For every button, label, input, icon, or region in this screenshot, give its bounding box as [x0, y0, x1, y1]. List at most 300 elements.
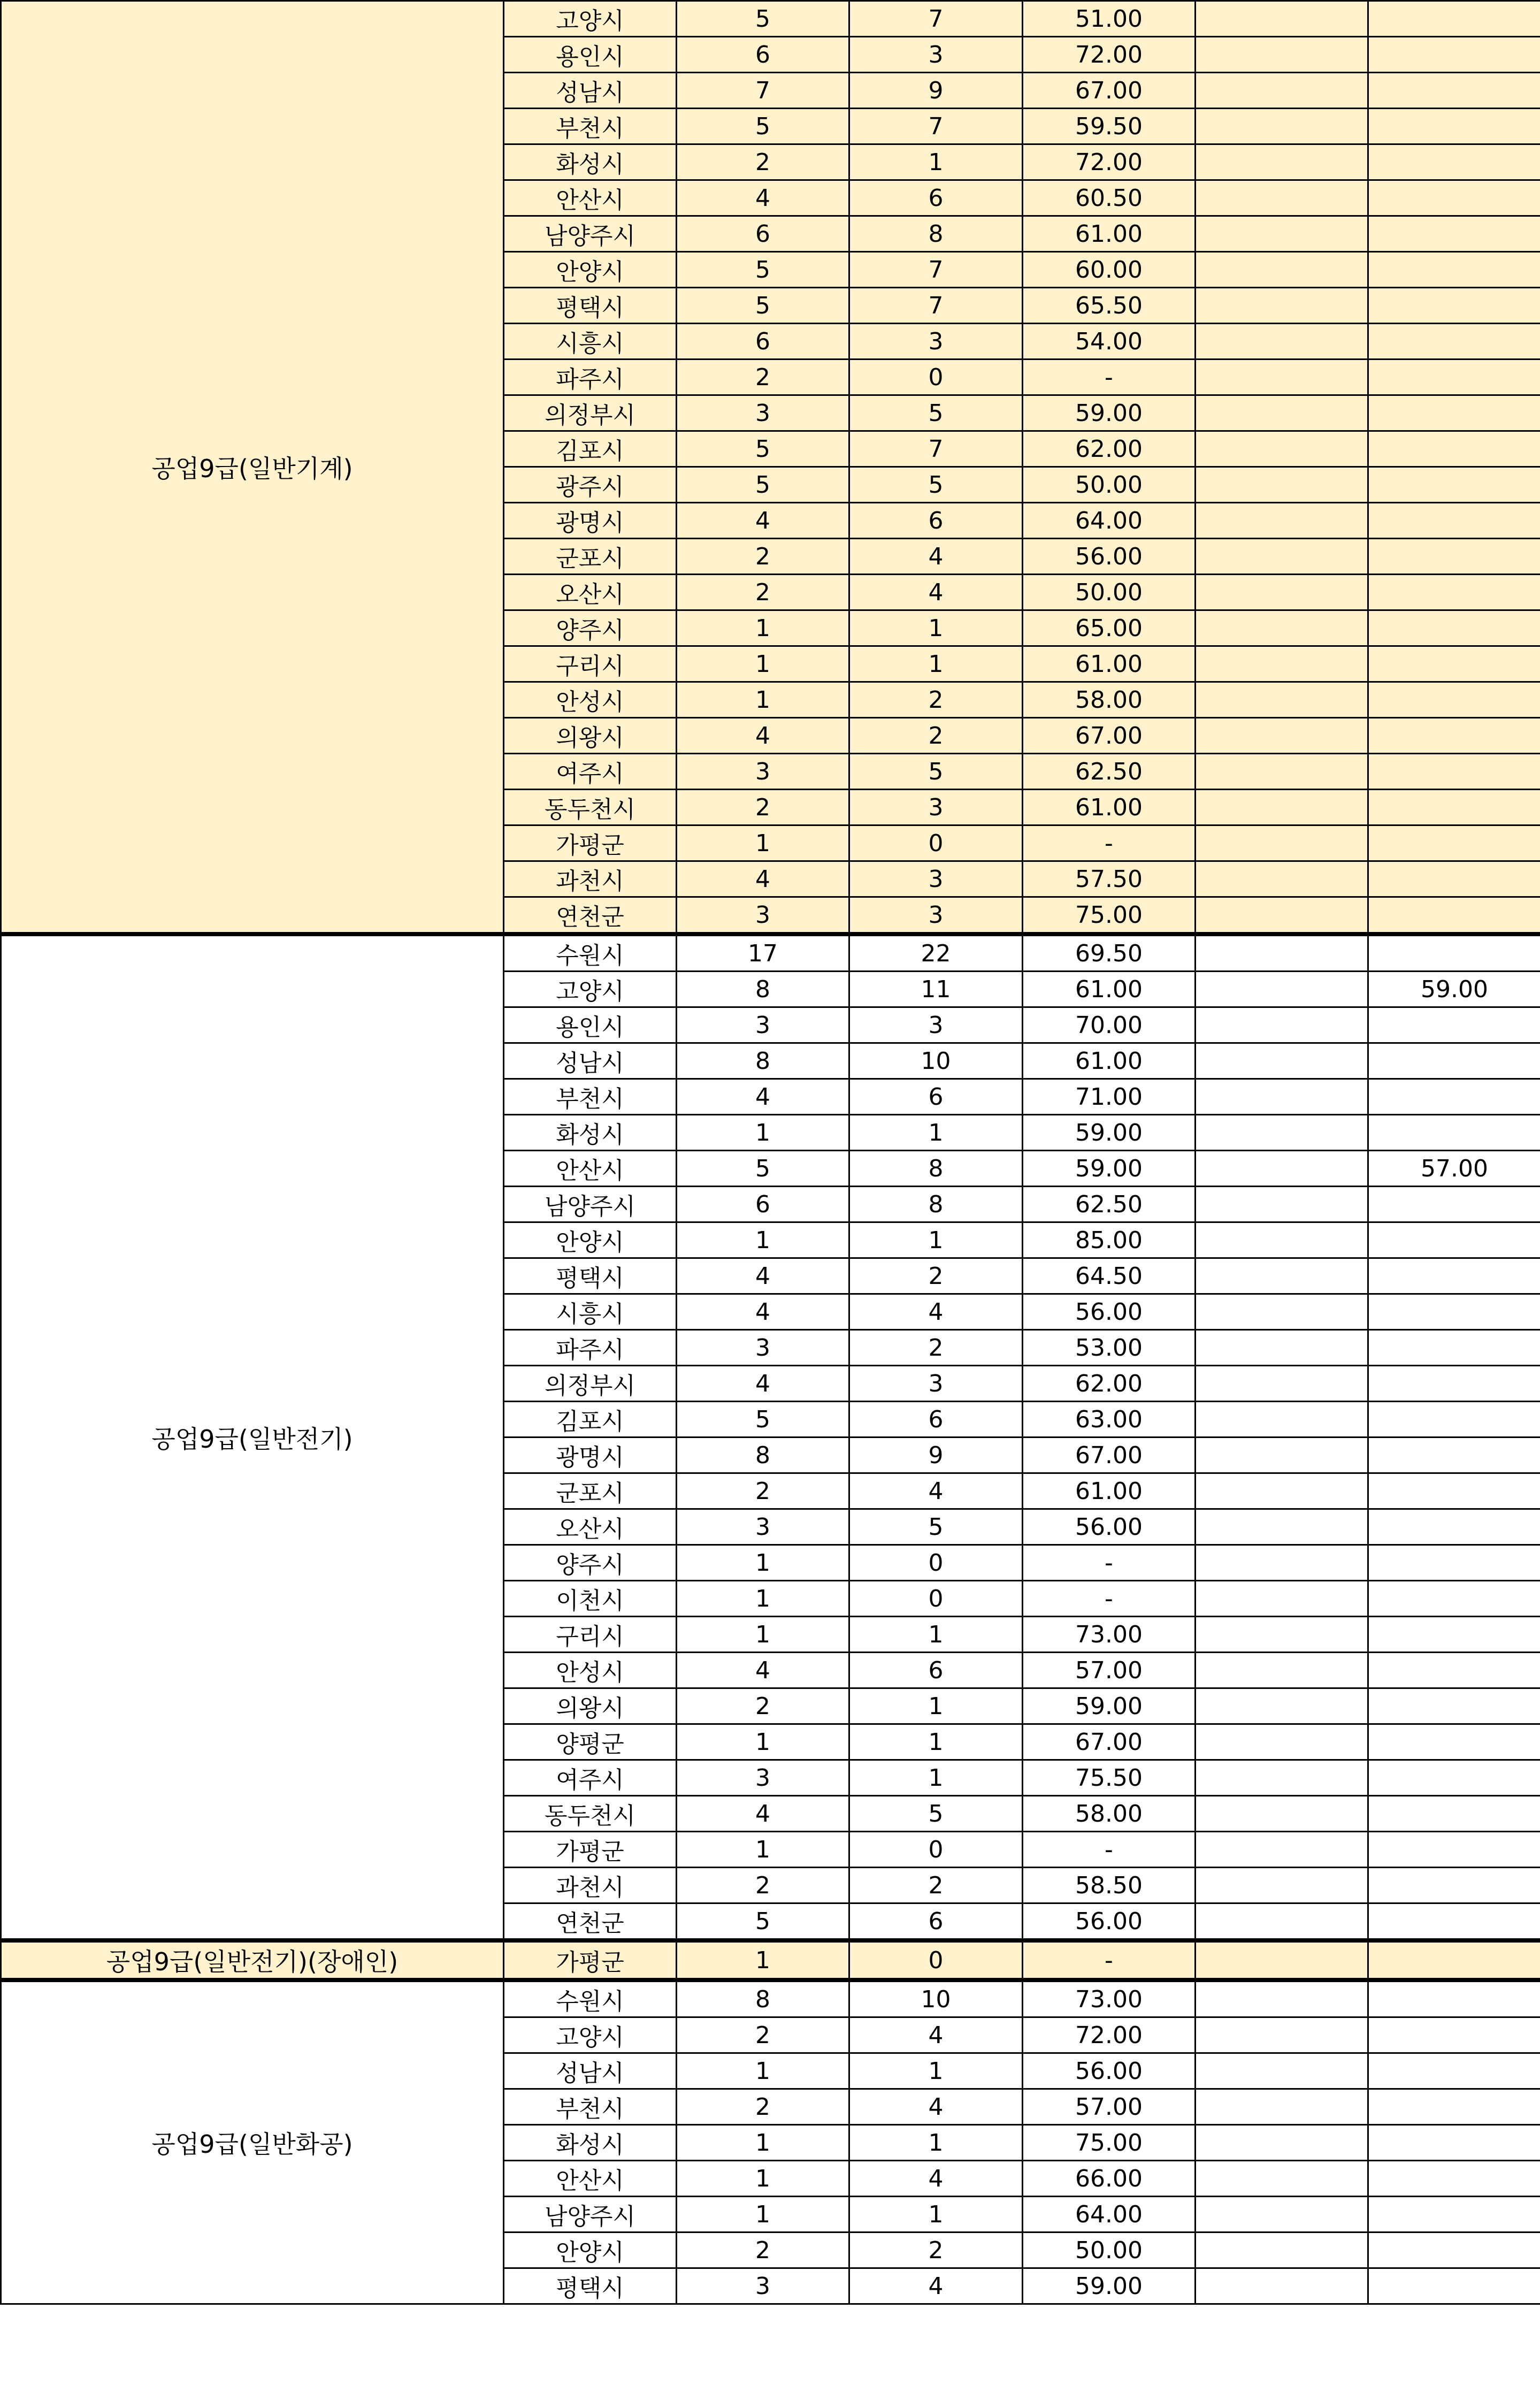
quota-cell: 6 — [677, 37, 849, 73]
extra-cell-2 — [1368, 1581, 1540, 1617]
applicants-cell: 0 — [849, 360, 1023, 395]
score-cell: 61.00 — [1023, 1043, 1196, 1079]
score-cell: 59.50 — [1023, 109, 1196, 144]
applicants-cell: 10 — [849, 1980, 1023, 2017]
region-cell: 부천시 — [504, 2089, 677, 2125]
region-cell: 여주시 — [504, 1760, 677, 1796]
region-cell: 가평군 — [504, 1832, 677, 1868]
extra-cell-1 — [1196, 144, 1368, 180]
score-cell: - — [1023, 1545, 1196, 1581]
score-cell: 73.00 — [1023, 1617, 1196, 1653]
extra-cell-2 — [1368, 109, 1540, 144]
extra-cell-1 — [1196, 73, 1368, 109]
applicants-cell: 5 — [849, 467, 1023, 503]
score-cell: 72.00 — [1023, 144, 1196, 180]
extra-cell-1 — [1196, 288, 1368, 324]
region-cell: 화성시 — [504, 144, 677, 180]
region-cell: 시흥시 — [504, 324, 677, 360]
region-cell: 평택시 — [504, 2268, 677, 2304]
quota-cell: 2 — [677, 2017, 849, 2053]
quota-cell: 5 — [677, 1151, 849, 1187]
score-cell: 56.00 — [1023, 1294, 1196, 1330]
region-cell: 용인시 — [504, 37, 677, 73]
score-cell: 61.00 — [1023, 972, 1196, 1007]
extra-cell-1 — [1196, 610, 1368, 646]
extra-cell-2 — [1368, 2125, 1540, 2161]
extra-cell-2 — [1368, 934, 1540, 972]
applicants-cell: 6 — [849, 180, 1023, 216]
quota-cell: 2 — [677, 539, 849, 575]
region-cell: 안산시 — [504, 1151, 677, 1187]
score-cell: 56.00 — [1023, 1903, 1196, 1941]
extra-cell-2 — [1368, 682, 1540, 718]
quota-cell: 3 — [677, 395, 849, 431]
extra-cell-2 — [1368, 180, 1540, 216]
extra-cell-2 — [1368, 1940, 1540, 1980]
extra-cell-1 — [1196, 1724, 1368, 1760]
applicants-cell: 5 — [849, 1509, 1023, 1545]
extra-cell-1 — [1196, 1581, 1368, 1617]
extra-cell-1 — [1196, 1796, 1368, 1832]
region-cell: 광명시 — [504, 503, 677, 539]
extra-cell-2 — [1368, 825, 1540, 861]
extra-cell-1 — [1196, 682, 1368, 718]
extra-cell-1 — [1196, 324, 1368, 360]
extra-cell-2 — [1368, 1, 1540, 37]
region-cell: 파주시 — [504, 360, 677, 395]
extra-cell-1 — [1196, 2089, 1368, 2125]
extra-cell-1 — [1196, 2161, 1368, 2197]
applicants-cell: 8 — [849, 1151, 1023, 1187]
quota-cell: 5 — [677, 252, 849, 288]
region-cell: 안성시 — [504, 1653, 677, 1688]
extra-cell-1 — [1196, 1617, 1368, 1653]
extra-cell-1 — [1196, 1258, 1368, 1294]
extra-cell-2 — [1368, 897, 1540, 935]
applicants-cell: 10 — [849, 1043, 1023, 1079]
extra-cell-2 — [1368, 144, 1540, 180]
extra-cell-1 — [1196, 2125, 1368, 2161]
applicants-cell: 5 — [849, 754, 1023, 790]
region-cell: 김포시 — [504, 1402, 677, 1438]
extra-cell-2 — [1368, 718, 1540, 754]
extra-cell-2 — [1368, 1187, 1540, 1222]
applicants-cell: 6 — [849, 1079, 1023, 1115]
applicants-cell: 5 — [849, 1796, 1023, 1832]
extra-cell-2 — [1368, 2161, 1540, 2197]
region-cell: 안양시 — [504, 1222, 677, 1258]
extra-cell-2 — [1368, 2017, 1540, 2053]
extra-cell-2 — [1368, 467, 1540, 503]
quota-cell: 17 — [677, 934, 849, 972]
extra-cell-2 — [1368, 1258, 1540, 1294]
score-cell: 72.00 — [1023, 37, 1196, 73]
quota-cell: 1 — [677, 2053, 849, 2089]
quota-cell: 1 — [677, 1115, 849, 1151]
score-cell: 64.00 — [1023, 2197, 1196, 2233]
extra-cell-2 — [1368, 2053, 1540, 2089]
applicants-cell: 3 — [849, 1366, 1023, 1402]
quota-cell: 1 — [677, 646, 849, 682]
score-cell: 64.00 — [1023, 503, 1196, 539]
extra-cell-1 — [1196, 972, 1368, 1007]
extra-cell-1 — [1196, 109, 1368, 144]
extra-cell-2 — [1368, 1903, 1540, 1941]
extra-cell-2 — [1368, 1330, 1540, 1366]
score-cell: 85.00 — [1023, 1222, 1196, 1258]
score-cell: 67.00 — [1023, 718, 1196, 754]
extra-cell-1 — [1196, 2268, 1368, 2304]
extra-cell-1 — [1196, 1330, 1368, 1366]
quota-cell: 4 — [677, 1079, 849, 1115]
applicants-cell: 4 — [849, 2161, 1023, 2197]
extra-cell-1 — [1196, 1509, 1368, 1545]
applicants-cell: 2 — [849, 2233, 1023, 2268]
quota-cell: 4 — [677, 1366, 849, 1402]
applicants-cell: 8 — [849, 216, 1023, 252]
extra-cell-1 — [1196, 2017, 1368, 2053]
score-cell: 56.00 — [1023, 2053, 1196, 2089]
region-cell: 남양주시 — [504, 1187, 677, 1222]
region-cell: 수원시 — [504, 1980, 677, 2017]
score-cell: 59.00 — [1023, 1688, 1196, 1724]
score-cell: 59.00 — [1023, 1151, 1196, 1187]
applicants-cell: 3 — [849, 1007, 1023, 1043]
quota-cell: 2 — [677, 790, 849, 825]
region-cell: 성남시 — [504, 1043, 677, 1079]
extra-cell-2 — [1368, 1079, 1540, 1115]
quota-cell: 4 — [677, 1796, 849, 1832]
region-cell: 파주시 — [504, 1330, 677, 1366]
score-cell: 60.50 — [1023, 180, 1196, 216]
region-cell: 연천군 — [504, 897, 677, 935]
table-row — [1, 1, 1540, 37]
quota-cell: 5 — [677, 109, 849, 144]
extra-cell-1 — [1196, 2053, 1368, 2089]
applicants-cell: 0 — [849, 1581, 1023, 1617]
region-cell: 의왕시 — [504, 1688, 677, 1724]
region-cell: 수원시 — [504, 934, 677, 972]
score-cell: 73.00 — [1023, 1980, 1196, 2017]
extra-cell-2 — [1368, 503, 1540, 539]
extra-cell-2 — [1368, 216, 1540, 252]
extra-cell-1 — [1196, 360, 1368, 395]
quota-cell: 1 — [677, 1724, 849, 1760]
applicants-cell: 1 — [849, 2053, 1023, 2089]
region-cell: 동두천시 — [504, 790, 677, 825]
extra-cell-2 — [1368, 646, 1540, 682]
extra-cell-2: 57.00 — [1368, 1151, 1540, 1187]
extra-cell-2 — [1368, 1724, 1540, 1760]
quota-cell: 1 — [677, 1545, 849, 1581]
score-cell: 75.00 — [1023, 897, 1196, 935]
extra-cell-2 — [1368, 2268, 1540, 2304]
quota-cell: 3 — [677, 754, 849, 790]
extra-cell-2 — [1368, 73, 1540, 109]
region-cell: 이천시 — [504, 1581, 677, 1617]
quota-cell: 8 — [677, 1438, 849, 1473]
score-cell: 62.50 — [1023, 754, 1196, 790]
extra-cell-1 — [1196, 216, 1368, 252]
extra-cell-1 — [1196, 790, 1368, 825]
region-cell: 군포시 — [504, 1473, 677, 1509]
applicants-cell: 1 — [849, 1760, 1023, 1796]
quota-cell: 2 — [677, 144, 849, 180]
score-cell: 56.00 — [1023, 539, 1196, 575]
extra-cell-1 — [1196, 1980, 1368, 2017]
quota-cell: 6 — [677, 216, 849, 252]
extra-cell-2 — [1368, 1760, 1540, 1796]
applicants-cell: 3 — [849, 790, 1023, 825]
quota-cell: 5 — [677, 467, 849, 503]
quota-cell: 2 — [677, 1473, 849, 1509]
extra-cell-2 — [1368, 1294, 1540, 1330]
applicants-cell: 9 — [849, 73, 1023, 109]
score-cell: 51.00 — [1023, 1, 1196, 37]
extra-cell-2 — [1368, 1366, 1540, 1402]
region-cell: 고양시 — [504, 972, 677, 1007]
extra-cell-1 — [1196, 1, 1368, 37]
region-cell: 의정부시 — [504, 395, 677, 431]
quota-cell: 5 — [677, 1402, 849, 1438]
quota-cell: 2 — [677, 360, 849, 395]
quota-cell: 1 — [677, 1222, 849, 1258]
applicants-cell: 0 — [849, 1940, 1023, 1980]
extra-cell-1 — [1196, 1007, 1368, 1043]
region-cell: 오산시 — [504, 575, 677, 610]
extra-cell-1 — [1196, 646, 1368, 682]
region-cell: 오산시 — [504, 1509, 677, 1545]
quota-cell: 4 — [677, 861, 849, 897]
applicants-cell: 3 — [849, 861, 1023, 897]
quota-cell: 1 — [677, 1832, 849, 1868]
table-row — [1, 1940, 1540, 1980]
score-cell: 64.50 — [1023, 1258, 1196, 1294]
applicants-cell: 1 — [849, 1222, 1023, 1258]
quota-cell: 1 — [677, 2125, 849, 2161]
region-cell: 고양시 — [504, 1, 677, 37]
applicants-cell: 7 — [849, 431, 1023, 467]
region-cell: 성남시 — [504, 2053, 677, 2089]
region-cell: 과천시 — [504, 1868, 677, 1903]
quota-cell: 6 — [677, 1187, 849, 1222]
quota-cell: 6 — [677, 324, 849, 360]
applicants-cell: 7 — [849, 288, 1023, 324]
applicants-cell: 2 — [849, 682, 1023, 718]
score-cell: 66.00 — [1023, 2161, 1196, 2197]
score-cell: 57.00 — [1023, 1653, 1196, 1688]
extra-cell-2 — [1368, 1653, 1540, 1688]
extra-cell-1 — [1196, 861, 1368, 897]
applicants-cell: 2 — [849, 1258, 1023, 1294]
quota-cell: 3 — [677, 1760, 849, 1796]
extra-cell-2 — [1368, 395, 1540, 431]
applicants-cell: 2 — [849, 1868, 1023, 1903]
extra-cell-2 — [1368, 1796, 1540, 1832]
quota-cell: 2 — [677, 2089, 849, 2125]
quota-cell: 4 — [677, 1294, 849, 1330]
region-cell: 군포시 — [504, 539, 677, 575]
applicants-cell: 4 — [849, 1473, 1023, 1509]
region-cell: 화성시 — [504, 2125, 677, 2161]
extra-cell-2 — [1368, 324, 1540, 360]
region-cell: 평택시 — [504, 288, 677, 324]
score-cell: 56.00 — [1023, 1509, 1196, 1545]
applicants-cell: 3 — [849, 897, 1023, 935]
extra-cell-1 — [1196, 431, 1368, 467]
extra-cell-1 — [1196, 467, 1368, 503]
region-cell: 성남시 — [504, 73, 677, 109]
region-cell: 김포시 — [504, 431, 677, 467]
score-cell: 67.00 — [1023, 73, 1196, 109]
region-cell: 부천시 — [504, 1079, 677, 1115]
group-label: 공업9급(일반화공) — [1, 1980, 504, 2304]
quota-cell: 1 — [677, 2161, 849, 2197]
applicants-cell: 7 — [849, 109, 1023, 144]
score-cell: 72.00 — [1023, 2017, 1196, 2053]
extra-cell-1 — [1196, 1760, 1368, 1796]
extra-cell-1 — [1196, 252, 1368, 288]
quota-cell: 3 — [677, 1509, 849, 1545]
score-cell: 62.50 — [1023, 1187, 1196, 1222]
quota-cell: 5 — [677, 1, 849, 37]
extra-cell-1 — [1196, 1473, 1368, 1509]
score-cell: - — [1023, 1832, 1196, 1868]
extra-cell-1 — [1196, 1438, 1368, 1473]
extra-cell-1 — [1196, 1653, 1368, 1688]
region-cell: 여주시 — [504, 754, 677, 790]
extra-cell-1 — [1196, 718, 1368, 754]
quota-cell: 5 — [677, 431, 849, 467]
region-cell: 남양주시 — [504, 216, 677, 252]
score-cell: 59.00 — [1023, 395, 1196, 431]
quota-cell: 2 — [677, 2233, 849, 2268]
extra-cell-2 — [1368, 1509, 1540, 1545]
score-cell: 57.00 — [1023, 2089, 1196, 2125]
region-cell: 고양시 — [504, 2017, 677, 2053]
quota-cell: 1 — [677, 610, 849, 646]
extra-cell-2 — [1368, 360, 1540, 395]
score-cell: 60.00 — [1023, 252, 1196, 288]
score-cell: 58.50 — [1023, 1868, 1196, 1903]
table-row — [1, 1980, 1540, 2017]
extra-cell-2 — [1368, 1473, 1540, 1509]
region-cell: 구리시 — [504, 646, 677, 682]
extra-cell-1 — [1196, 575, 1368, 610]
applicants-cell: 8 — [849, 1187, 1023, 1222]
extra-cell-2 — [1368, 1115, 1540, 1151]
extra-cell-2 — [1368, 288, 1540, 324]
score-cell: 61.00 — [1023, 216, 1196, 252]
score-cell: 69.50 — [1023, 934, 1196, 972]
region-cell: 평택시 — [504, 1258, 677, 1294]
region-cell: 광명시 — [504, 1438, 677, 1473]
quota-cell: 4 — [677, 1258, 849, 1294]
score-cell: 75.00 — [1023, 2125, 1196, 2161]
extra-cell-2 — [1368, 1043, 1540, 1079]
extra-cell-2 — [1368, 610, 1540, 646]
table-row — [1, 934, 1540, 972]
applicants-cell: 1 — [849, 646, 1023, 682]
applicants-cell: 9 — [849, 1438, 1023, 1473]
region-cell: 가평군 — [504, 825, 677, 861]
score-cell: 67.00 — [1023, 1438, 1196, 1473]
applicants-cell: 1 — [849, 2197, 1023, 2233]
region-cell: 의정부시 — [504, 1366, 677, 1402]
extra-cell-2 — [1368, 861, 1540, 897]
extra-cell-1 — [1196, 1832, 1368, 1868]
score-cell: - — [1023, 1940, 1196, 1980]
applicants-cell: 4 — [849, 575, 1023, 610]
quota-cell: 1 — [677, 2197, 849, 2233]
applicants-cell: 1 — [849, 144, 1023, 180]
score-cell: 62.00 — [1023, 1366, 1196, 1402]
extra-cell-2 — [1368, 1832, 1540, 1868]
applicants-cell: 1 — [849, 1115, 1023, 1151]
region-cell: 동두천시 — [504, 1796, 677, 1832]
extra-cell-2 — [1368, 252, 1540, 288]
score-cell: 62.00 — [1023, 431, 1196, 467]
extra-cell-2 — [1368, 754, 1540, 790]
region-cell: 안성시 — [504, 682, 677, 718]
extra-cell-1 — [1196, 1115, 1368, 1151]
region-cell: 안산시 — [504, 2161, 677, 2197]
region-cell: 안양시 — [504, 252, 677, 288]
quota-cell: 8 — [677, 1980, 849, 2017]
extra-cell-1 — [1196, 1043, 1368, 1079]
quota-cell: 1 — [677, 1617, 849, 1653]
group-label: 공업9급(일반기계) — [1, 1, 504, 935]
extra-cell-2 — [1368, 1980, 1540, 2017]
quota-cell: 3 — [677, 2268, 849, 2304]
extra-cell-1 — [1196, 1366, 1368, 1402]
score-cell: 65.50 — [1023, 288, 1196, 324]
extra-cell-1 — [1196, 37, 1368, 73]
score-cell: - — [1023, 825, 1196, 861]
applicants-cell: 0 — [849, 825, 1023, 861]
quota-cell: 1 — [677, 1940, 849, 1980]
extra-cell-1 — [1196, 1903, 1368, 1941]
region-cell: 부천시 — [504, 109, 677, 144]
applicants-cell: 11 — [849, 972, 1023, 1007]
extra-cell-1 — [1196, 825, 1368, 861]
region-cell: 시흥시 — [504, 1294, 677, 1330]
quota-cell: 2 — [677, 575, 849, 610]
region-cell: 양평군 — [504, 1724, 677, 1760]
score-cell: 75.50 — [1023, 1760, 1196, 1796]
quota-cell: 4 — [677, 503, 849, 539]
score-cell: 70.00 — [1023, 1007, 1196, 1043]
quota-cell: 5 — [677, 288, 849, 324]
applicants-cell: 4 — [849, 1294, 1023, 1330]
applicants-cell: 22 — [849, 934, 1023, 972]
applicants-cell: 7 — [849, 1, 1023, 37]
extra-cell-2 — [1368, 2197, 1540, 2233]
quota-cell: 4 — [677, 718, 849, 754]
applicants-cell: 6 — [849, 503, 1023, 539]
region-cell: 화성시 — [504, 1115, 677, 1151]
extra-cell-2 — [1368, 2089, 1540, 2125]
quota-cell: 2 — [677, 1868, 849, 1903]
applicants-cell: 5 — [849, 395, 1023, 431]
region-cell: 양주시 — [504, 610, 677, 646]
score-cell: 53.00 — [1023, 1330, 1196, 1366]
applicants-cell: 2 — [849, 718, 1023, 754]
quota-cell: 2 — [677, 1688, 849, 1724]
extra-cell-1 — [1196, 395, 1368, 431]
applicants-cell: 1 — [849, 1724, 1023, 1760]
region-cell: 연천군 — [504, 1903, 677, 1941]
